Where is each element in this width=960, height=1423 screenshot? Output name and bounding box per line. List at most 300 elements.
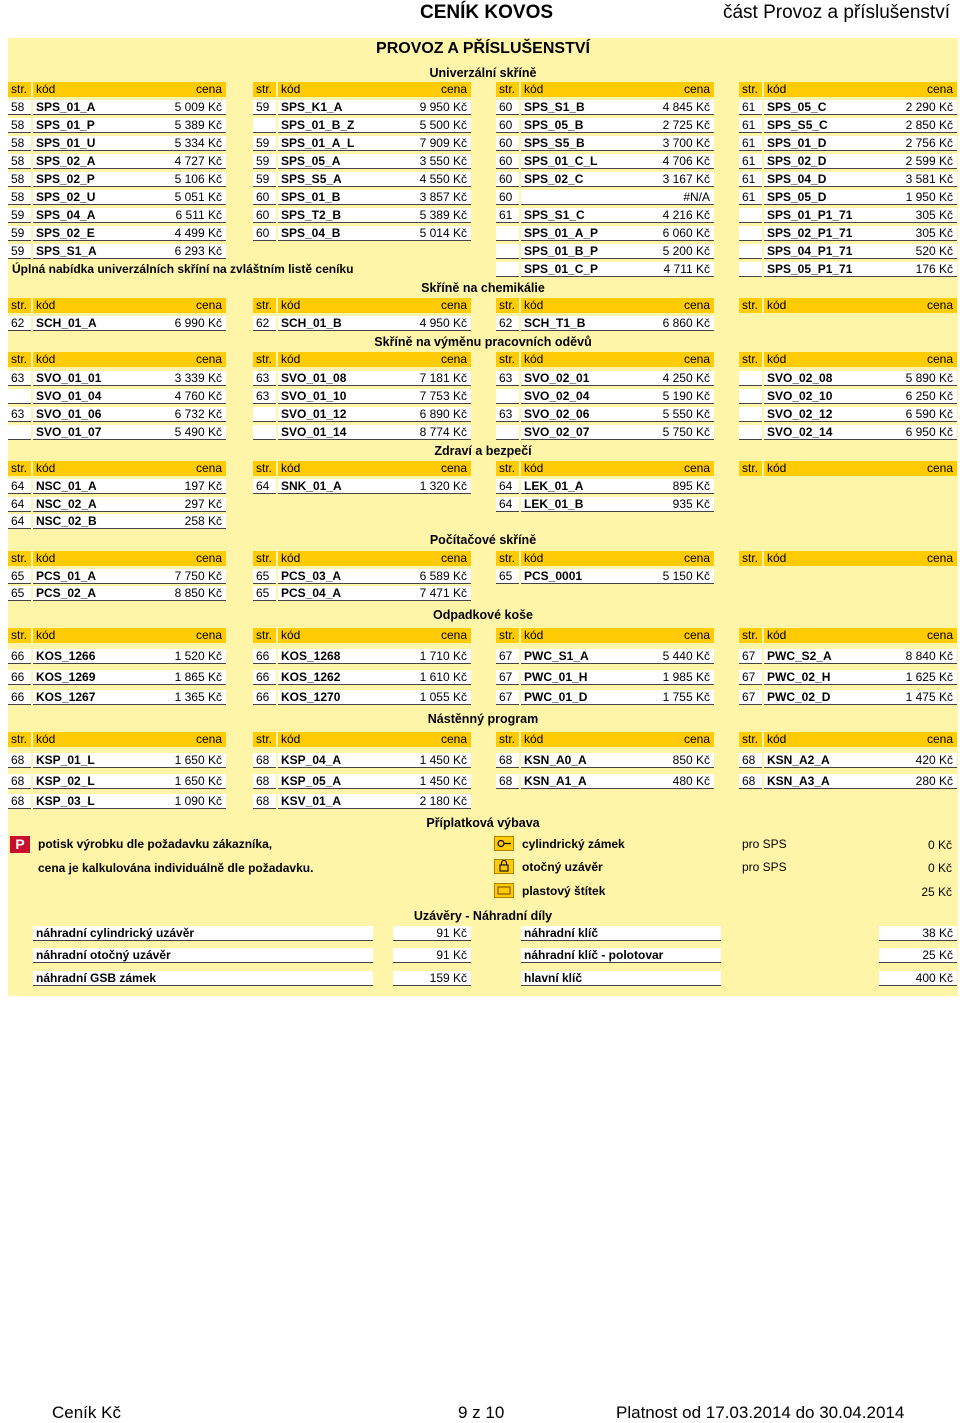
item-price: 5 051 Kč [148,190,226,205]
item-price: #N/A [636,190,714,205]
column-header-str: str. [739,352,762,367]
item-price: 420 Kč [879,753,957,768]
item-code: NSC_01_A [33,479,148,494]
item-price: 2 290 Kč [879,100,957,115]
item-code: SPS_S5_A [278,172,393,187]
table-row [8,497,958,514]
section-title-uzavery: Uzávěry - Náhradní díly [413,909,553,923]
spare-part-name: náhradní klíč - polotovar [521,948,721,963]
item-price: 6 511 Kč [148,208,226,223]
item-price: 197 Kč [148,479,226,494]
item-code: SPS_05_P1_71 [764,262,879,277]
column-header-cena: cena [636,551,714,566]
item-code: KOS_1270 [278,690,393,705]
item-price: 4 216 Kč [636,208,714,223]
spare-part-name: náhradní otočný uzávěr [33,948,373,963]
column-header-kod: kód [33,732,221,747]
item-price: 4 711 Kč [636,262,714,277]
item-page: 67 [739,670,762,685]
item-page: 61 [496,208,519,223]
column-header-cena: cena [879,732,957,747]
item-code: KSP_05_A [278,774,393,789]
item-page: 68 [8,794,31,809]
item-price: 7 181 Kč [393,371,471,386]
column-header-cena: cena [636,628,714,643]
column-header-row [8,298,958,315]
print-note-1: potisk výrobku dle požadavku zákazníka, [38,837,273,851]
item-code: SCH_01_A [33,316,148,331]
footer-validity: Platnost od 17.03.2014 do 30.04.2014 [616,1403,905,1422]
spare-part-price: 91 Kč [393,948,471,963]
item-page [739,407,762,422]
column-header-str: str. [8,298,31,313]
item-page: 59 [253,172,276,187]
item-code: KSN_A2_A [764,753,879,768]
item-page [253,118,276,133]
spare-part-name: náhradní cylindrický uzávěr [33,926,373,941]
item-price: 4 727 Kč [148,154,226,169]
column-header-cena: cena [148,82,226,97]
item-price: 1 950 Kč [879,190,957,205]
table-row [8,425,958,442]
item-price: 280 Kč [879,774,957,789]
item-price: 1 625 Kč [879,670,957,685]
item-code: SPS_04_B [278,226,393,241]
item-page [8,425,31,440]
table-row [8,100,958,117]
item-code: KOS_1269 [33,670,148,685]
item-price: 3 700 Kč [636,136,714,151]
column-header-kod: kód [764,352,952,367]
footer-page-number: 9 z 10 [458,1403,505,1422]
item-page: 64 [8,497,31,512]
item-price: 1 450 Kč [393,774,471,789]
item-price: 7 909 Kč [393,136,471,151]
column-header-cena: cena [148,461,226,476]
item-code: SCH_T1_B [521,316,636,331]
item-code: SPS_05_D [764,190,879,205]
item-page: 59 [8,208,31,223]
item-price: 935 Kč [636,497,714,512]
item-page: 65 [8,569,31,584]
item-code: SPS_05_A [278,154,393,169]
column-header-str: str. [253,352,276,367]
column-header-kod: kód [33,82,221,97]
table-row [8,794,958,811]
item-code: SPS_K1_A [278,100,393,115]
item-page: 68 [8,774,31,789]
item-code: SVO_01_07 [33,425,148,440]
item-page: 58 [8,154,31,169]
item-price: 1 710 Kč [393,649,471,664]
column-header-kod: kód [33,461,221,476]
item-code: KSV_01_A [278,794,393,809]
item-page: 65 [253,586,276,601]
table-row [8,569,958,586]
item-page [739,389,762,404]
column-header-str: str. [253,628,276,643]
column-header-cena: cena [148,732,226,747]
item-code: SPS_02_E [33,226,148,241]
item-price: 1 365 Kč [148,690,226,705]
column-header-kod: kód [764,461,952,476]
item-code: KSP_03_L [33,794,148,809]
item-price: 850 Kč [636,753,714,768]
column-header-kod: kód [278,298,466,313]
item-price: 8 850 Kč [148,586,226,601]
item-page: 61 [739,118,762,133]
item-code: KSP_04_A [278,753,393,768]
spare-part-price: 38 Kč [879,926,957,941]
item-page: 63 [8,371,31,386]
item-code: LEK_01_A [521,479,636,494]
item-page: 68 [253,753,276,768]
item-page: 58 [8,136,31,151]
item-page: 63 [8,407,31,422]
table-row [8,670,958,687]
section-title: Univerzální skříně [429,66,537,80]
item-price: 3 339 Kč [148,371,226,386]
column-header-kod: kód [521,461,709,476]
item-code: SPS_S5_C [764,118,879,133]
table-row [8,690,958,707]
item-code: KOS_1267 [33,690,148,705]
item-page: 63 [496,371,519,386]
item-price: 6 060 Kč [636,226,714,241]
column-header-str: str. [8,461,31,476]
spare-part-row [8,971,958,988]
item-code: SPS_S1_A [33,244,148,259]
item-page [739,425,762,440]
column-header-str: str. [739,82,762,97]
item-price: 8 774 Kč [393,425,471,440]
item-price: 4 706 Kč [636,154,714,169]
table-row [8,136,958,153]
item-code: SVO_02_07 [521,425,636,440]
column-header-cena: cena [879,82,957,97]
table-row [8,208,958,225]
table-row [8,371,958,388]
item-price: 2 599 Kč [879,154,957,169]
item-code: PWC_S1_A [521,649,636,664]
item-code: NSC_02_A [33,497,148,512]
item-code: SPS_01_A [33,100,148,115]
item-price: 4 845 Kč [636,100,714,115]
item-code: SVO_01_10 [278,389,393,404]
spare-part-price: 400 Kč [879,971,957,986]
item-price: 305 Kč [879,208,957,223]
item-page [253,425,276,440]
item-code: KSN_A1_A [521,774,636,789]
item-page [496,389,519,404]
item-price: 5 106 Kč [148,172,226,187]
item-page: 68 [253,774,276,789]
spare-part-price: 25 Kč [879,948,957,963]
column-header-cena: cena [879,298,957,313]
item-price: 4 950 Kč [393,316,471,331]
table-row [8,190,958,207]
item-code: PCS_01_A [33,569,148,584]
spare-part-name: hlavní klíč [521,971,721,986]
item-code: SPS_02_A [33,154,148,169]
item-page: 62 [253,316,276,331]
table-row [8,774,958,791]
item-price: 6 250 Kč [879,389,957,404]
table-row [8,316,958,333]
column-header-kod: kód [278,551,466,566]
column-header-cena: cena [879,461,957,476]
item-page: 68 [496,774,519,789]
item-code: LEK_01_B [521,497,636,512]
item-page [739,244,762,259]
item-price: 1 610 Kč [393,670,471,685]
item-page: 63 [253,371,276,386]
item-price: 5 890 Kč [879,371,957,386]
item-code: KOS_1268 [278,649,393,664]
column-header-kod: kód [521,82,709,97]
item-code: PWC_02_H [764,670,879,685]
column-header-cena: cena [879,628,957,643]
item-code: KOS_1266 [33,649,148,664]
column-header-cena: cena [636,732,714,747]
item-code: SPS_02_P [33,172,148,187]
item-code: SPS_01_U [33,136,148,151]
item-page: 64 [496,497,519,512]
item-price: 258 Kč [148,514,226,529]
column-header-kod: kód [521,732,709,747]
item-page: 66 [8,690,31,705]
item-page [8,389,31,404]
spare-part-name: náhradní klíč [521,926,721,941]
item-price: 4 550 Kč [393,172,471,187]
item-code: SCH_01_B [278,316,393,331]
main-title: PROVOZ A PŘÍSLUŠENSTVÍ [376,40,590,57]
item-page [739,262,762,277]
column-header-row [8,352,958,369]
item-code [521,190,636,205]
column-header-cena: cena [393,352,471,367]
item-price: 1 320 Kč [393,479,471,494]
item-page: 58 [8,118,31,133]
item-page: 66 [253,670,276,685]
item-code: SPS_01_P [33,118,148,133]
item-code: SPS_S1_B [521,100,636,115]
column-header-str: str. [496,352,519,367]
column-header-kod: kód [764,551,952,566]
item-price: 8 840 Kč [879,649,957,664]
column-header-kod: kód [278,628,466,643]
item-page [496,425,519,440]
column-header-kod: kód [33,298,221,313]
section-title: Nástěnný program [427,712,539,726]
item-code: SVO_02_10 [764,389,879,404]
column-header-str: str. [253,461,276,476]
column-header-kod: kód [33,628,221,643]
column-header-row [8,551,958,568]
item-page: 60 [496,118,519,133]
item-page [496,262,519,277]
column-header-cena: cena [393,82,471,97]
item-page: 65 [496,569,519,584]
column-header-kod: kód [278,732,466,747]
item-page [739,208,762,223]
item-page: 59 [253,154,276,169]
column-header-cena: cena [393,298,471,313]
column-header-kod: kód [33,551,221,566]
item-price: 5 440 Kč [636,649,714,664]
item-page: 61 [739,100,762,115]
extra-item-name: plastový štítek [522,884,606,898]
item-price: 2 850 Kč [879,118,957,133]
table-row [8,389,958,406]
item-price: 5 550 Kč [636,407,714,422]
item-code: SPS_S5_B [521,136,636,151]
item-page: 60 [496,136,519,151]
item-price: 3 581 Kč [879,172,957,187]
item-code: SPS_01_D [764,136,879,151]
column-header-cena: cena [393,551,471,566]
item-price: 520 Kč [879,244,957,259]
item-page: 66 [253,649,276,664]
item-code: SPS_05_C [764,100,879,115]
item-code: SPS_01_B_P [521,244,636,259]
item-price: 480 Kč [636,774,714,789]
item-code: KSP_01_L [33,753,148,768]
column-header-cena: cena [148,352,226,367]
column-header-str: str. [8,628,31,643]
item-price: 7 471 Kč [393,586,471,601]
item-page: 65 [8,586,31,601]
column-header-str: str. [253,82,276,97]
column-header-row [8,82,958,99]
item-price: 6 950 Kč [879,425,957,440]
item-price: 6 590 Kč [879,407,957,422]
column-header-kod: kód [764,628,952,643]
item-code: SVO_01_06 [33,407,148,422]
spare-part-row [8,948,958,965]
item-price: 7 753 Kč [393,389,471,404]
footer-currency: Ceník Kč [52,1403,121,1422]
item-page: 67 [496,670,519,685]
item-page: 61 [739,172,762,187]
item-code: SPS_01_A_L [278,136,393,151]
item-page: 58 [8,100,31,115]
item-page: 59 [8,244,31,259]
item-code: KSP_02_L [33,774,148,789]
section-title-priplatkova: Příplatková výbava [426,816,540,830]
section-title: Zdraví a bezpečí [434,444,532,458]
item-page: 60 [496,154,519,169]
item-page: 68 [496,753,519,768]
section-title: Skříně na výměnu pracovních oděvů [374,335,592,349]
print-p-badge: P [10,836,30,853]
column-header-kod: kód [764,298,952,313]
column-header-cena: cena [636,352,714,367]
column-header-kod: kód [764,732,952,747]
table-row [8,118,958,135]
item-page: 64 [496,479,519,494]
item-code: SPS_01_A_P [521,226,636,241]
item-code: SNK_01_A [278,479,393,494]
column-header-str: str. [496,732,519,747]
column-header-kod: kód [521,551,709,566]
item-price: 1 450 Kč [393,753,471,768]
column-header-str: str. [739,628,762,643]
column-header-cena: cena [636,298,714,313]
item-code: PWC_01_H [521,670,636,685]
column-header-str: str. [496,461,519,476]
item-page: 60 [253,208,276,223]
column-header-row [8,461,958,478]
item-page: 64 [8,479,31,494]
column-header-row [8,628,958,645]
section-title: Odpadkové koše [432,608,534,622]
item-page: 60 [253,190,276,205]
table-row [8,586,958,603]
item-price: 6 732 Kč [148,407,226,422]
item-price: 6 890 Kč [393,407,471,422]
column-header-kod: kód [764,82,952,97]
rotary-latch-icon [494,859,514,874]
column-header-cena: cena [148,628,226,643]
item-price: 1 055 Kč [393,690,471,705]
extra-item-price: 0 Kč [927,838,952,852]
column-header-str: str. [253,732,276,747]
item-price: 4 760 Kč [148,389,226,404]
item-price: 1 650 Kč [148,774,226,789]
item-page: 59 [253,100,276,115]
table-row [8,479,958,496]
item-price: 1 520 Kč [148,649,226,664]
table-row [8,407,958,424]
item-code: SPS_01_B_Z [278,118,393,133]
item-page: 60 [496,190,519,205]
column-header-str: str. [8,551,31,566]
item-price: 4 250 Kč [636,371,714,386]
column-header-cena: cena [879,352,957,367]
item-price: 3 550 Kč [393,154,471,169]
item-price: 305 Kč [879,226,957,241]
column-header-kod: kód [278,461,466,476]
item-code: SPS_01_P1_71 [764,208,879,223]
item-code: SVO_01_08 [278,371,393,386]
column-header-cena: cena [636,82,714,97]
column-header-row [8,732,958,749]
item-price: 1 985 Kč [636,670,714,685]
item-page: 61 [739,136,762,151]
column-header-cena: cena [393,732,471,747]
item-page [253,407,276,422]
column-header-cena: cena [148,298,226,313]
item-price: 5 334 Kč [148,136,226,151]
item-page: 68 [253,794,276,809]
item-price: 5 490 Kč [148,425,226,440]
item-price: 6 589 Kč [393,569,471,584]
item-code: SPS_04_A [33,208,148,223]
column-header-str: str. [8,82,31,97]
item-price: 5 190 Kč [636,389,714,404]
item-page: 64 [8,514,31,529]
item-code: SPS_01_B [278,190,393,205]
item-code: SPS_04_D [764,172,879,187]
item-price: 5 750 Kč [636,425,714,440]
item-price: 6 860 Kč [636,316,714,331]
item-page [739,371,762,386]
item-price: 9 950 Kč [393,100,471,115]
item-price: 895 Kč [636,479,714,494]
table-row [8,226,958,243]
item-code: SVO_02_08 [764,371,879,386]
